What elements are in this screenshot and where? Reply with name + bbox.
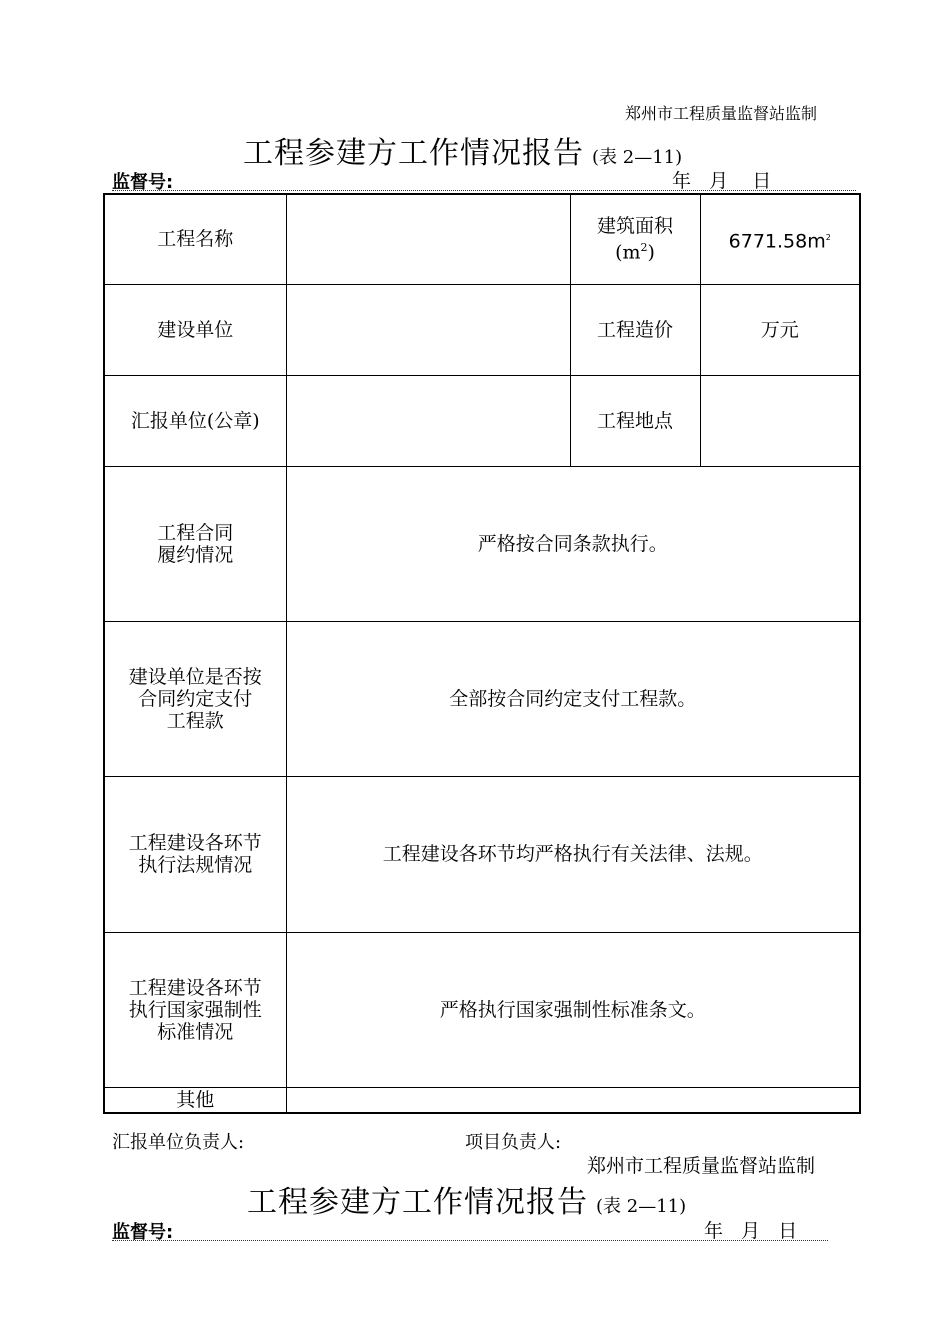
project-location-value[interactable] xyxy=(700,375,860,466)
contract-performance-label: 工程合同 履约情况 xyxy=(104,466,286,621)
second-supervision-number-label: 监督号: xyxy=(112,1222,174,1243)
contract-performance-content[interactable]: 严格按合同条款执行。 xyxy=(286,466,860,621)
supervision-number-label: 监督号: xyxy=(112,172,174,193)
row-other xyxy=(104,1087,860,1113)
project-lead-label: 项目负责人: xyxy=(465,1132,562,1153)
building-area-label xyxy=(570,194,700,284)
row-reporting-unit xyxy=(104,375,860,466)
supervision-line xyxy=(112,168,856,191)
supervisor-note: 郑州市工程质量监督站监制 xyxy=(625,104,818,123)
second-supervisor-note: 郑州市工程质量监督站监制 xyxy=(587,1155,816,1177)
row-project-name xyxy=(104,194,860,284)
second-form-code: (表 2—11) xyxy=(596,1196,687,1217)
second-supervision-line xyxy=(112,1218,828,1241)
row-construction-unit xyxy=(104,284,860,375)
project-location-label: 工程地点 xyxy=(570,375,700,466)
second-page-title xyxy=(247,1177,686,1221)
form-code: (表 2—11) xyxy=(592,147,683,168)
title-text: 工程参建方工作情况报告 xyxy=(243,136,584,171)
regulations-label: 工程建设各环节 执行法规情况 xyxy=(104,776,286,932)
regulations-content[interactable]: 工程建设各环节均严格执行有关法律、法规。 xyxy=(286,776,860,932)
reporting-unit-label: 汇报单位(公章) xyxy=(104,375,286,466)
project-cost-value[interactable]: 万元 xyxy=(700,284,860,375)
standards-label: 工程建设各环节 执行国家强制性 标准情况 xyxy=(104,932,286,1087)
payment-content[interactable]: 全部按合同约定支付工程款。 xyxy=(286,621,860,776)
construction-unit-label: 建设单位 xyxy=(104,284,286,375)
other-label: 其他 xyxy=(104,1087,286,1113)
standards-content[interactable]: 严格执行国家强制性标准条文。 xyxy=(286,932,860,1087)
reporter-lead-label: 汇报单位负责人: xyxy=(112,1132,245,1153)
page-title xyxy=(243,128,682,172)
report-table xyxy=(103,193,861,1114)
date-label: 年 月 日 xyxy=(672,170,772,192)
payment-label: 建设单位是否按 合同约定支付 工程款 xyxy=(104,621,286,776)
row-payment xyxy=(104,621,860,776)
row-regulations xyxy=(104,776,860,932)
construction-unit-value[interactable] xyxy=(286,284,570,375)
second-date-label: 年 月 日 xyxy=(704,1220,798,1242)
building-area-label-text: 建筑面积 xyxy=(596,215,673,238)
reporting-unit-value[interactable] xyxy=(286,375,570,466)
project-name-value[interactable] xyxy=(286,194,570,284)
second-title-text: 工程参建方工作情况报告 xyxy=(247,1185,588,1220)
project-name-label: 工程名称 xyxy=(104,194,286,284)
building-area-unit: $(m^2)$ xyxy=(615,241,655,264)
row-contract-performance xyxy=(104,466,860,621)
building-area-value[interactable]: $6771.58m^2$ xyxy=(700,194,860,284)
project-cost-label: 工程造价 xyxy=(570,284,700,375)
other-content[interactable] xyxy=(286,1087,860,1113)
row-standards xyxy=(104,932,860,1087)
